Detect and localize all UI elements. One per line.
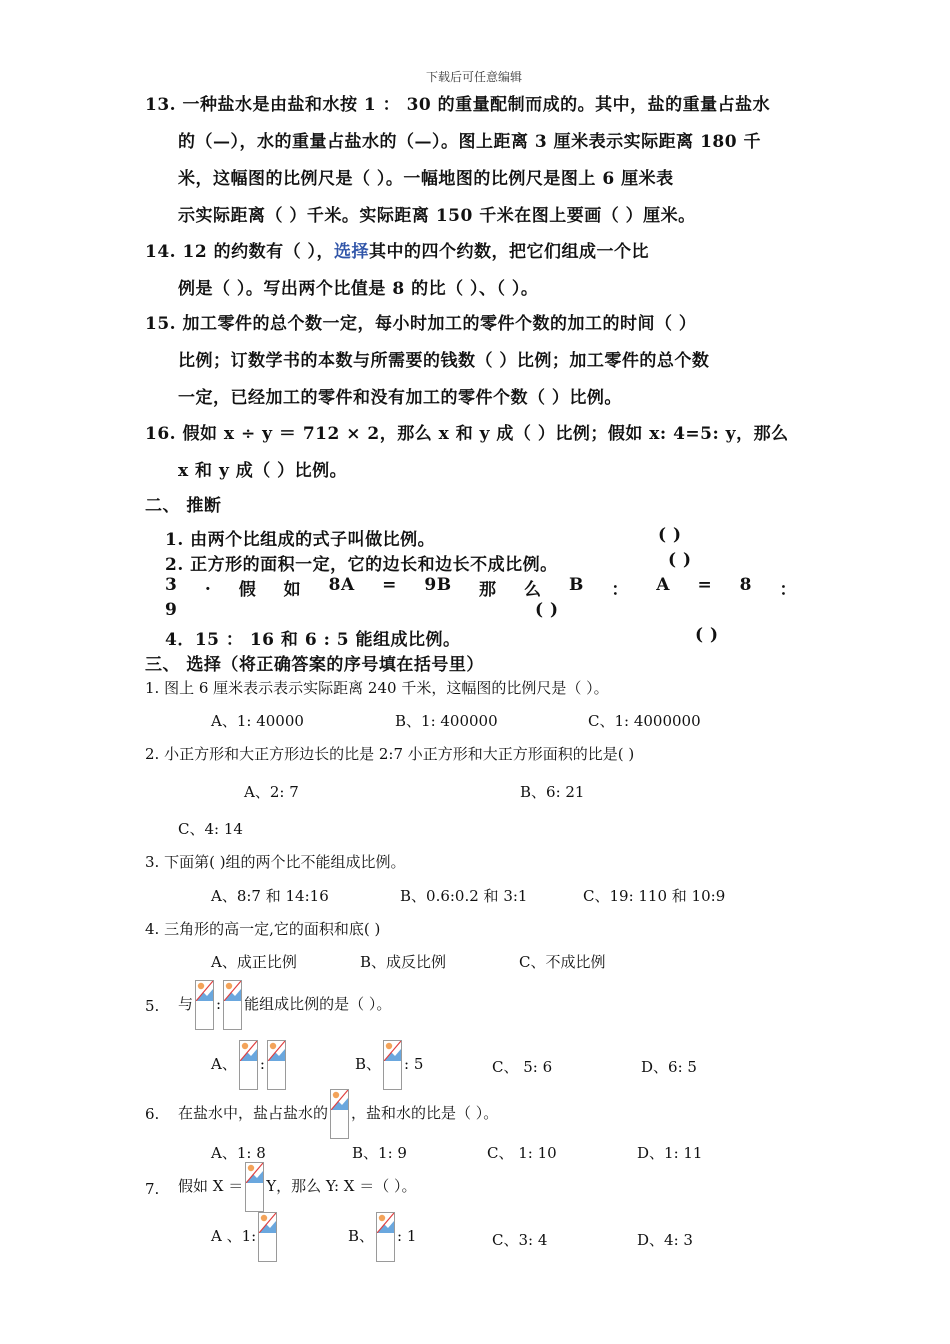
choice-q7-num: 7. — [145, 1180, 160, 1198]
q16-line-1: 16. 假如 x ÷ y ＝ 712 × 2，那么 x 和 y 成（ ）比例；假如 x: 4=5: y，那么 — [145, 424, 789, 444]
choice-q6-option-d[interactable]: D、1: 11 — [637, 1144, 703, 1162]
judge-item-3-part: 3 — [165, 575, 178, 595]
choice-q4-stem: 4. 三角形的高一定,它的面积和底( ) — [145, 920, 381, 938]
choice-q2-option-b[interactable]: B、6: 21 — [520, 783, 585, 801]
fraction-image-placeholder — [376, 1212, 395, 1262]
judge-item-3-part: . — [204, 575, 212, 595]
choice-q7-stem — [178, 1162, 416, 1212]
page-header: 下载后可任意编辑 — [426, 70, 523, 84]
q16-line-2: x 和 y 成（ ）比例。 — [178, 461, 348, 481]
fraction-image-placeholder — [383, 1040, 402, 1090]
judge-item-3-part: ： — [779, 580, 797, 600]
choice-q7-option-d[interactable]: D、4: 3 — [637, 1231, 693, 1249]
choice-q1-option-b[interactable]: B、1: 400000 — [395, 712, 498, 730]
fraction-image-placeholder — [267, 1040, 286, 1090]
choice-q3-stem: 3. 下面第( )组的两个比不能组成比例。 — [145, 853, 406, 871]
judge-item-3-part: 9B — [424, 575, 452, 595]
choice-q6-num: 6. — [145, 1105, 160, 1123]
q14-choose-link[interactable]: 选择 — [334, 242, 369, 262]
q13-line-3: 米，这幅图的比例尺是（ ）。一幅地图的比例尺是图上 6 厘米表 — [178, 169, 674, 189]
judge-item-3-part: 8A — [328, 575, 355, 595]
choice-q7-option-c[interactable]: C、3: 4 — [492, 1231, 548, 1249]
judge-item-3-bracket[interactable]: ( ) — [535, 600, 559, 620]
q14-line-1 — [145, 237, 649, 262]
choice-q7-pre: 假如 X ＝ — [178, 1177, 244, 1195]
choice-q5-option-a-colon: : — [259, 1055, 265, 1073]
choice-q7-option-a[interactable] — [211, 1212, 279, 1262]
section-3-title: 三、 选择（将正确答案的序号填在括号里） — [145, 655, 484, 675]
judge-item-3-part: = — [697, 575, 713, 595]
choice-q5-stem — [178, 980, 391, 1030]
judge-item-3-part: 假 — [238, 580, 257, 600]
q14-line-1a: 14. 12 的约数有（ ）， — [145, 242, 334, 262]
choice-q3-option-c[interactable]: C、19: 110 和 10:9 — [583, 887, 726, 905]
q14-line-1c: 其中的四个约数，把它们组成一个比 — [369, 242, 649, 262]
choice-q1-option-c[interactable]: C、1: 4000000 — [588, 712, 701, 730]
choice-q5-num: 5. — [145, 997, 160, 1015]
fraction-image-placeholder — [195, 980, 214, 1030]
section-2-title: 二、 推断 — [145, 496, 222, 516]
judge-item-3-cont: 9 — [165, 600, 178, 620]
choice-q5-option-c[interactable]: C、 5: 6 — [492, 1058, 553, 1076]
choice-q2-option-a[interactable]: A、2: 7 — [244, 783, 299, 801]
q15-line-2: 比例；订数学书的本数与所需要的钱数（ ）比例；加工零件的总个数 — [178, 351, 710, 371]
choice-q6-option-a[interactable]: A、1: 8 — [211, 1144, 266, 1162]
choice-q1-stem: 1. 图上 6 厘米表示表示实际距离 240 千米，这幅图的比例尺是（ ）。 — [145, 679, 609, 697]
q13-line-2: 的（—），水的重量占盐水的（—）。图上距离 3 厘米表示实际距离 180 千 — [178, 132, 761, 152]
judge-item-2-bracket[interactable]: ( ) — [668, 550, 692, 570]
judge-item-4: 4．15 ： 16 和 6 : 5 能组成比例。 — [165, 630, 461, 650]
choice-q2-option-c[interactable]: C、4: 14 — [178, 820, 243, 838]
choice-q6-option-c[interactable]: C、 1: 10 — [487, 1144, 557, 1162]
choice-q7-option-b[interactable] — [348, 1212, 416, 1262]
choice-q5-colon: : — [216, 995, 222, 1013]
choice-q1-option-a[interactable]: A、1: 40000 — [211, 712, 304, 730]
choice-q5-option-b[interactable] — [355, 1040, 423, 1090]
q13-line-1: 13. 一种盐水是由盐和水按 1 ： 30 的重量配制而成的。其中，盐的重量占盐水 — [145, 95, 771, 115]
choice-q5-option-a[interactable] — [211, 1040, 288, 1090]
choice-q5-option-d[interactable]: D、6: 5 — [641, 1058, 697, 1076]
judge-item-1: 1. 由两个比组成的式子叫做比例。 — [165, 530, 436, 550]
choice-q7-option-b-post: : 1 — [397, 1227, 417, 1245]
judge-item-3-part: 么 — [524, 580, 542, 600]
choice-q4-option-a[interactable]: A、成正比例 — [211, 953, 297, 971]
choice-q6-stem — [178, 1089, 498, 1139]
judge-item-4-bracket[interactable]: ( ) — [695, 625, 719, 645]
fraction-image-placeholder — [330, 1089, 349, 1139]
choice-q7-option-a-label: A 、1: — [211, 1227, 257, 1245]
fraction-image-placeholder — [245, 1162, 264, 1212]
q13-line-4: 示实际距离（ ）千米。实际距离 150 千米在图上要画（ ）厘米。 — [178, 206, 696, 226]
judge-item-3-part: 那 — [479, 580, 497, 600]
choice-q6-pre: 在盐水中，盐占盐水的 — [178, 1104, 329, 1122]
judge-item-3-part: A — [656, 575, 670, 595]
fraction-image-placeholder — [239, 1040, 258, 1090]
choice-q3-option-a[interactable]: A、8:7 和 14:16 — [211, 887, 329, 905]
judge-item-2: 2. 正方形的面积一定，它的边长和边长不成比例。 — [165, 555, 558, 575]
judge-item-3-part: 8 — [739, 575, 753, 595]
choice-q2-stem: 2. 小正方形和大正方形边长的比是 2:7 小正方形和大正方形面积的比是( ) — [145, 745, 635, 763]
choice-q4-option-b[interactable]: B、成反比例 — [360, 953, 447, 971]
choice-q5-option-b-label: B、 — [355, 1055, 382, 1073]
choice-q4-option-c[interactable]: C、不成比例 — [519, 953, 606, 971]
judge-item-3-part: 如 — [283, 580, 302, 600]
judge-item-3 — [165, 575, 797, 600]
judge-item-3-part: ： — [611, 580, 629, 600]
q15-line-3: 一定，已经加工的零件和没有加工的零件个数（ ）比例。 — [178, 388, 622, 408]
judge-item-1-bracket[interactable]: ( ) — [658, 525, 682, 545]
choice-q5-option-b-post: : 5 — [404, 1055, 424, 1073]
choice-q5-post: 能组成比例的是（ ）。 — [244, 995, 392, 1013]
choice-q3-option-b[interactable]: B、0.6:0.2 和 3:1 — [400, 887, 528, 905]
choice-q5-pre: 与 — [178, 995, 194, 1013]
fraction-image-placeholder — [223, 980, 242, 1030]
q14-line-2: 例是（ ）。写出两个比值是 8 的比（ ）、（ ）。 — [178, 279, 539, 299]
judge-item-3-part: B — [568, 575, 584, 595]
choice-q6-post: ，盐和水的比是（ ）。 — [351, 1104, 499, 1122]
q15-line-1: 15. 加工零件的总个数一定，每小时加工的零件个数的加工的时间（ ） — [145, 314, 697, 334]
choice-q5-option-a-label: A、 — [211, 1055, 237, 1073]
judge-item-3-part: = — [382, 575, 397, 595]
fraction-image-placeholder — [258, 1212, 277, 1262]
choice-q6-option-b[interactable]: B、1: 9 — [352, 1144, 407, 1162]
choice-q7-option-b-label: B、 — [348, 1227, 375, 1245]
choice-q7-post: Y，那么 Y: X ＝（ ）。 — [266, 1177, 417, 1195]
